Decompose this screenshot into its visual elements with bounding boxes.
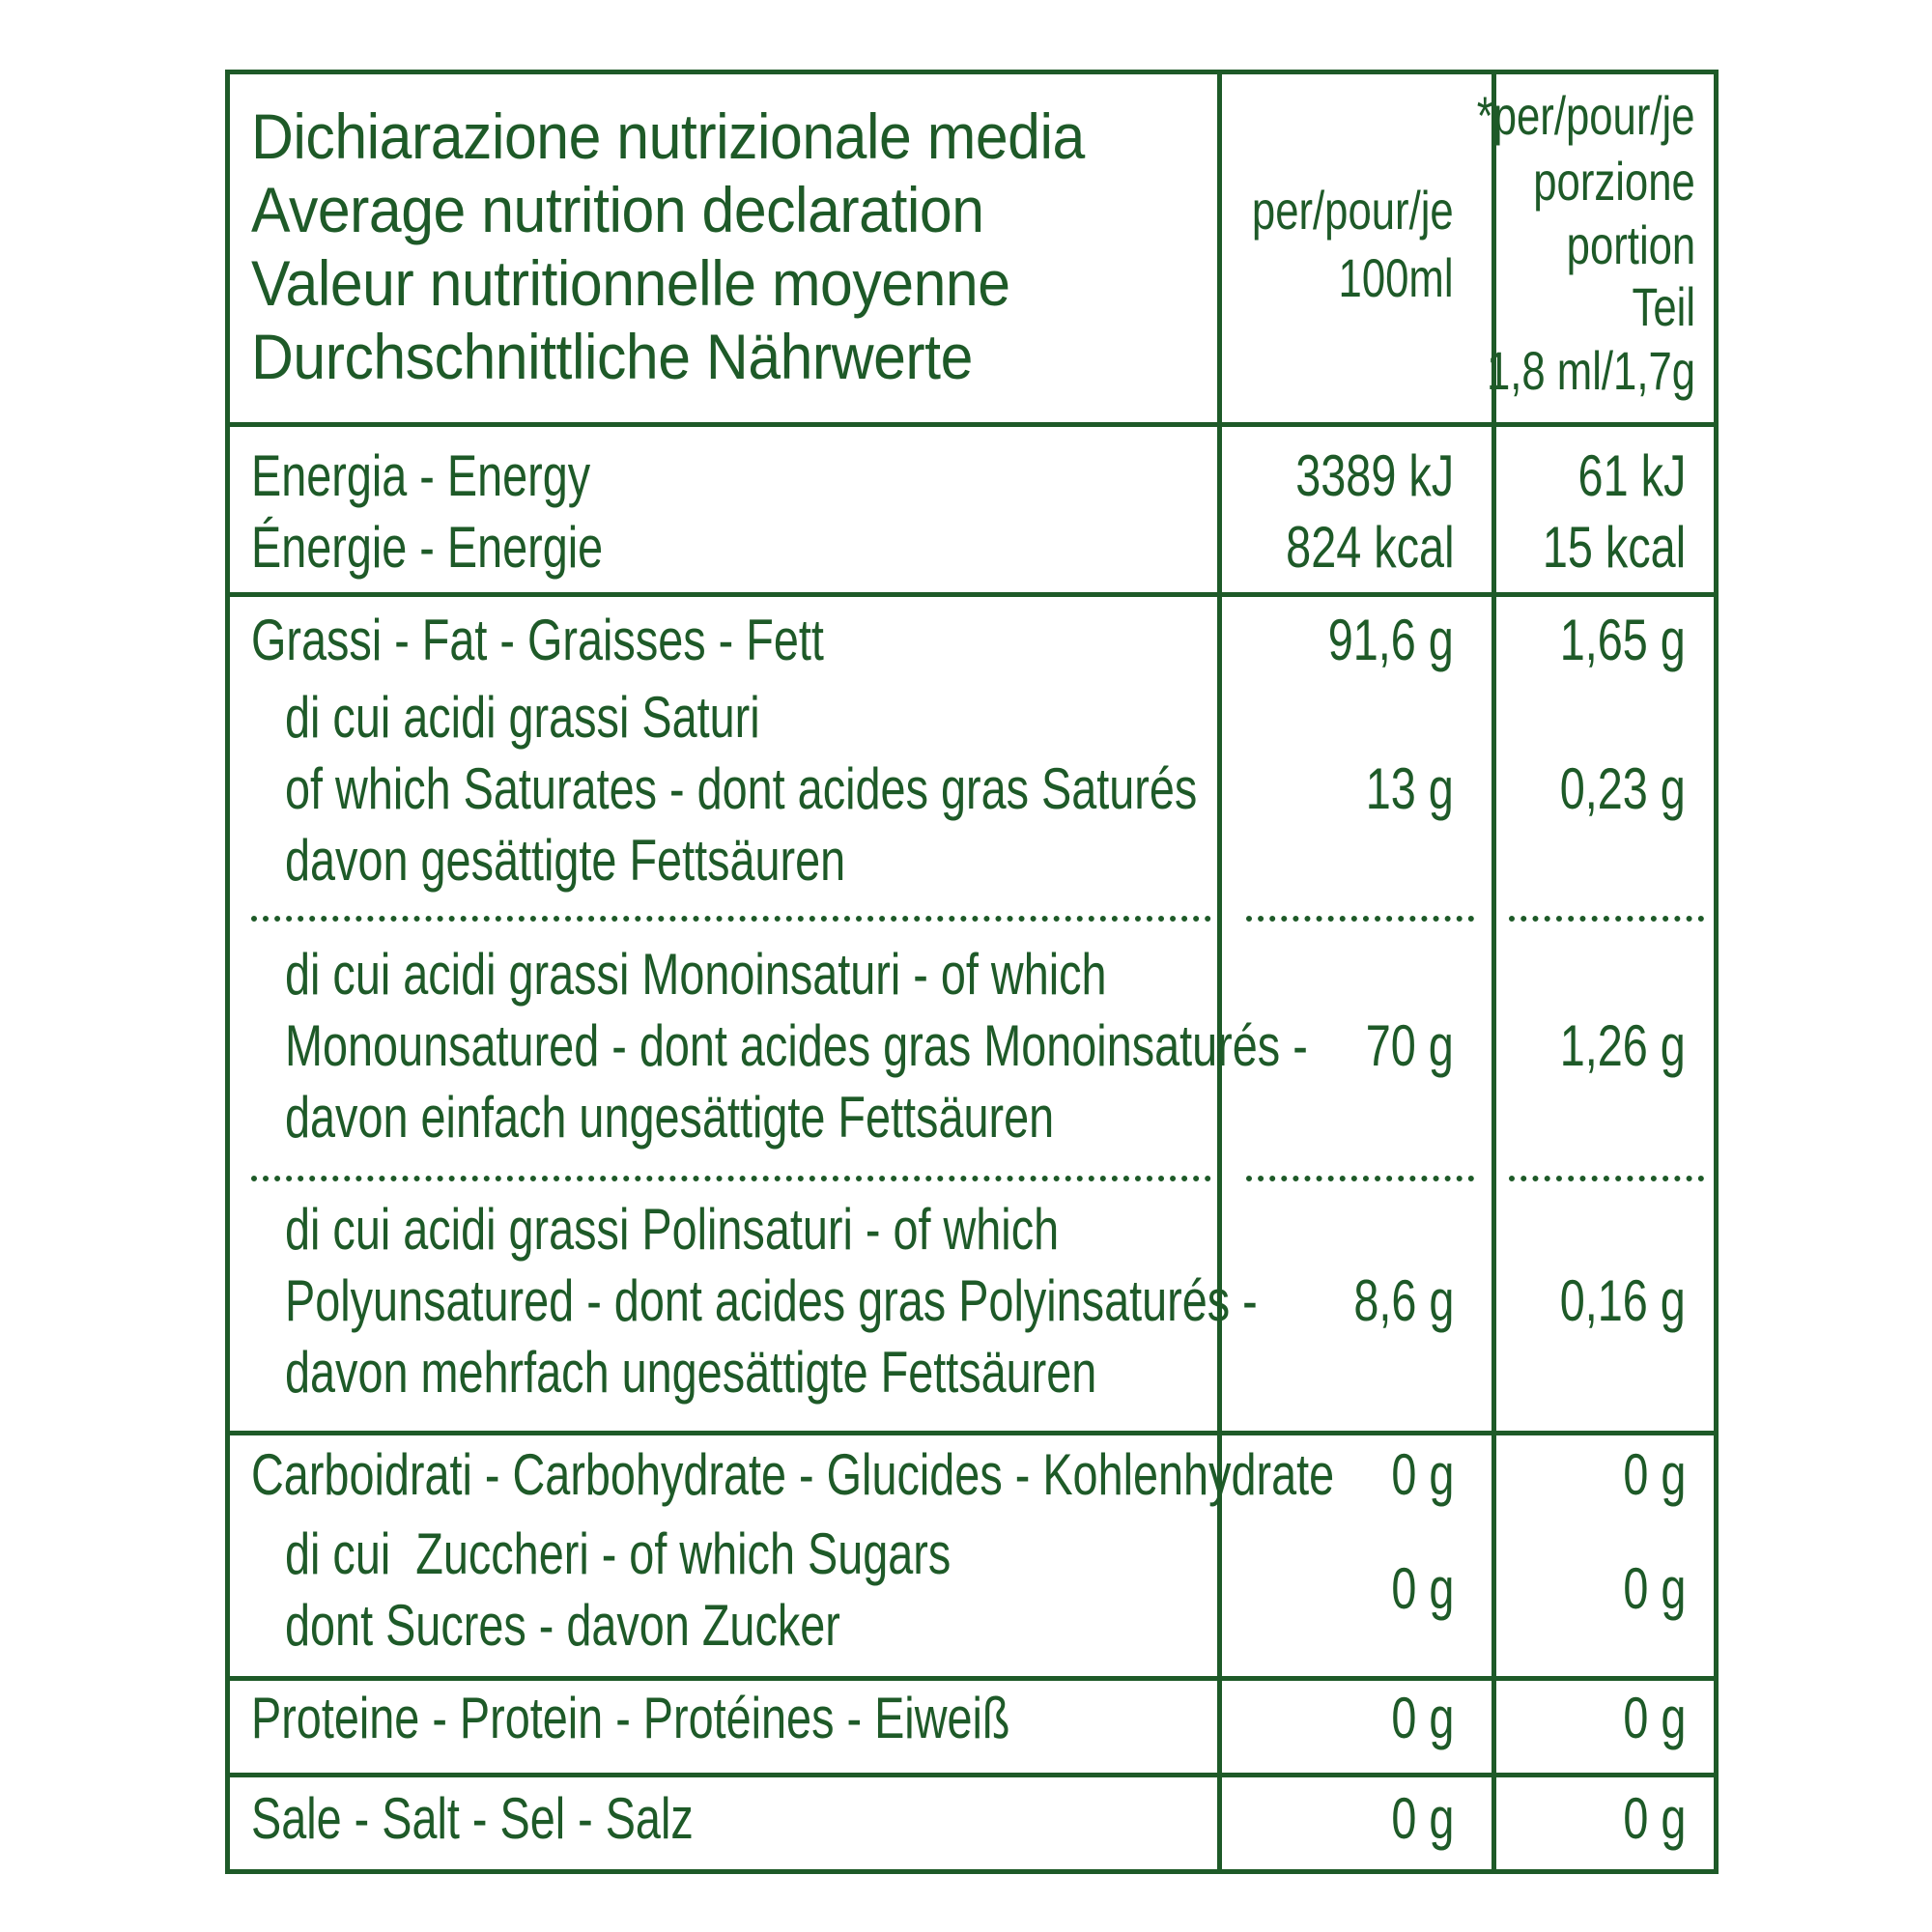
dotted-divider [1246, 1176, 1474, 1181]
poly-label-3: davon mehrfach ungesättigte Fettsäuren [285, 1340, 1097, 1405]
col-header-portion-line3: portion [1566, 214, 1695, 275]
poly-per100: 8,6 g [1352, 1268, 1454, 1333]
energy-label-1: Energia - Energy [251, 443, 591, 508]
mono-per100: 70 g [1365, 1013, 1454, 1078]
saturates-label-2: of which Saturates - dont acides gras Saturés [285, 756, 1198, 821]
col-header-portion-line5: 1,8 ml/1,7g [1486, 340, 1695, 401]
mono-label-3: davon einfach ungesättigte Fettsäuren [285, 1085, 1055, 1150]
energy-portion-kj: 61 kJ [1577, 443, 1686, 508]
row-divider-energy [230, 592, 1714, 597]
energy-per100-kcal: 824 kcal [1285, 515, 1454, 580]
sugars-per100: 0 g [1390, 1556, 1454, 1621]
dotted-divider [1509, 916, 1704, 922]
header-title-fr: Valeur nutritionnelle moyenne [251, 247, 1010, 319]
mono-label-1: di cui acidi grassi Monoinsaturi - of which [285, 942, 1107, 1007]
dotted-divider [1509, 1176, 1704, 1181]
row-divider-protein [230, 1773, 1714, 1777]
mono-portion: 1,26 g [1559, 1013, 1686, 1078]
row-divider-carbs [230, 1676, 1714, 1681]
saturates-label-3: davon gesättigte Fettsäuren [285, 828, 846, 893]
saturates-label-1: di cui acidi grassi Saturi [285, 685, 760, 750]
col-header-100-line1: per/pour/je [1252, 180, 1454, 241]
dotted-divider [251, 1176, 1211, 1181]
energy-per100-kj: 3389 kJ [1295, 443, 1454, 508]
energy-portion-kcal: 15 kcal [1542, 515, 1686, 580]
column-divider-1 [1217, 74, 1222, 1869]
header-title-en: Average nutrition declaration [251, 174, 984, 245]
sugars-label-2: dont Sucres - davon Zucker [285, 1593, 840, 1658]
saturates-portion: 0,23 g [1559, 756, 1686, 821]
dotted-divider [1246, 916, 1474, 922]
sugars-label-1: di cui Zuccheri - of which Sugars [285, 1521, 952, 1586]
carbs-label: Carboidrati - Carbohydrate - Glucides - Kohlenhydrate [251, 1442, 1335, 1507]
fat-portion: 1,65 g [1559, 608, 1686, 672]
header-title-de: Durchschnittliche Nährwerte [251, 321, 973, 392]
salt-portion: 0 g [1622, 1786, 1686, 1851]
carbs-per100: 0 g [1390, 1442, 1454, 1507]
protein-label: Proteine - Protein - Protéines - Eiweiß [251, 1686, 1010, 1750]
salt-label: Sale - Salt - Sel - Salz [251, 1786, 694, 1851]
poly-label-2: Polyunsatured - dont acides gras Polyinsaturés - [285, 1268, 1258, 1333]
carbs-portion: 0 g [1622, 1442, 1686, 1507]
energy-label-2: Énergie - Energie [251, 515, 604, 580]
row-divider-fat [230, 1431, 1714, 1435]
protein-portion: 0 g [1622, 1686, 1686, 1750]
fat-label: Grassi - Fat - Graisses - Fett [251, 608, 824, 672]
sugars-portion: 0 g [1622, 1556, 1686, 1621]
row-divider-header [230, 422, 1714, 427]
salt-per100: 0 g [1390, 1786, 1454, 1851]
fat-per100: 91,6 g [1327, 608, 1454, 672]
col-header-100-line2: 100ml [1339, 247, 1454, 308]
mono-label-2: Monounsatured - dont acides gras Monoinsaturés - [285, 1013, 1308, 1078]
col-header-portion-line2: porzione [1533, 151, 1695, 212]
saturates-per100: 13 g [1365, 756, 1454, 821]
header-title-it: Dichiarazione nutrizionale media [251, 100, 1085, 172]
dotted-divider [251, 916, 1211, 922]
col-header-portion-line1: *per/pour/je [1477, 85, 1695, 146]
col-header-portion-line4: Teil [1632, 276, 1695, 337]
poly-label-1: di cui acidi grassi Polinsaturi - of which [285, 1197, 1060, 1262]
poly-portion: 0,16 g [1559, 1268, 1686, 1333]
protein-per100: 0 g [1390, 1686, 1454, 1750]
